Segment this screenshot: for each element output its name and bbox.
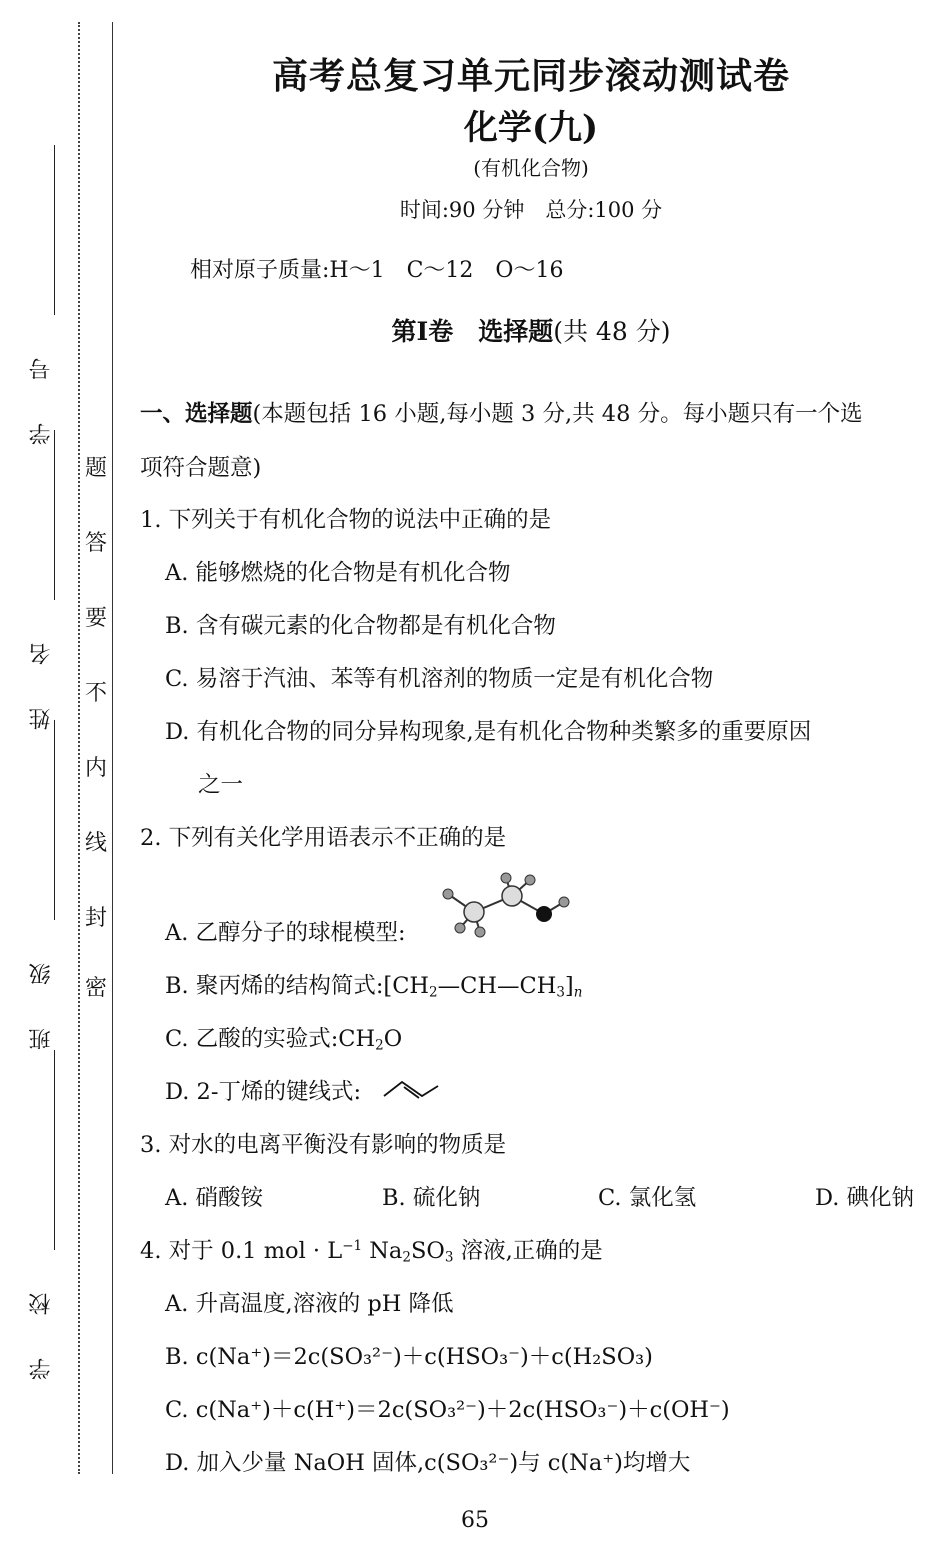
seal-char: 题 xyxy=(84,456,107,481)
question-2-option-c: C. 乙酸的实验式$:CH_2O$ xyxy=(165,1026,403,1054)
question-4-option-a: A. 升高温度,溶液的 pH 降低 xyxy=(165,1291,454,1317)
exam-topic: (有机化合物) xyxy=(473,156,589,180)
school-label: 学 校 xyxy=(29,1275,54,1380)
seal-char: 要 xyxy=(84,606,107,631)
name-blank xyxy=(54,430,55,600)
exam-subject: 化学(九) xyxy=(463,108,599,148)
question-1-option-d: D. 有机化合物的同分异构现象,是有机化合物种类繁多的重要原因 xyxy=(165,719,812,745)
question-1-option-d-cont: 之一 xyxy=(198,772,244,798)
seal-char: 线 xyxy=(84,831,107,856)
student-id-label: 学 号 xyxy=(29,340,54,445)
seal-char: 封 xyxy=(84,906,107,931)
part1-title: 第Ⅰ卷 选择题(共 48 分) xyxy=(391,317,671,346)
seal-char: 答 xyxy=(84,531,107,556)
question-1-stem: 1. 下列关于有机化合物的说法中正确的是 xyxy=(140,507,552,533)
question-3-option-a: A. 硝酸铵 xyxy=(165,1185,264,1211)
question-2-option-b: B. 聚丙烯的结构简式$:[CH_2—CH—CH_3]_n$ xyxy=(165,972,583,1001)
question-1-option-c: C. 易溶于汽油、苯等有机溶剂的物质一定是有机化合物 xyxy=(165,666,714,692)
class-blank xyxy=(54,720,55,920)
page-number: 65 xyxy=(461,1508,489,1533)
section-heading-cont: 项符合题意) xyxy=(140,455,262,481)
atomic-mass-note: 相对原子质量:H～1 C～12 O～16 xyxy=(190,258,564,283)
name-label: 姓 名 xyxy=(29,625,54,730)
seal-char: 内 xyxy=(84,756,107,781)
seal-char: 密 xyxy=(84,976,107,1001)
question-4-stem: 4. 对于 0.1 mol · $L^{-1}$ $Na_2SO_3$ 溶液,正确的是 xyxy=(140,1237,603,1266)
margin-dotted-line xyxy=(78,22,80,1474)
question-2-option-d: D. 2-丁烯的键线式: xyxy=(165,1079,362,1105)
seal-char: 不 xyxy=(84,681,107,706)
question-1-option-a: A. 能够燃烧的化合物是有机化合物 xyxy=(165,560,511,586)
question-2-stem: 2. 下列有关化学用语表示不正确的是 xyxy=(140,825,507,851)
time-and-score: 时间:90 分钟 总分:100 分 xyxy=(399,198,663,222)
question-4-option-c: C. c(Na⁺)＋c(H⁺)＝2c(SO₃²⁻)＋2c(HSO₃⁻)＋c(OH⁻) xyxy=(165,1397,730,1423)
question-4-option-d: D. 加入少量 NaOH 固体,c(SO₃²⁻)与 c(Na⁺)均增大 xyxy=(165,1450,691,1476)
question-3-option-d: D. 碘化钠 xyxy=(815,1185,915,1211)
question-4-option-b: B. c(Na⁺)＝2c(SO₃²⁻)＋c(HSO₃⁻)＋c(H₂SO₃) xyxy=(165,1344,653,1370)
class-label: 班 级 xyxy=(29,945,54,1050)
student-id-blank xyxy=(54,145,55,315)
margin-solid-line xyxy=(112,22,113,1474)
ethanol-ball-stick-model xyxy=(436,868,581,940)
question-3-option-c: C. 氯化氢 xyxy=(598,1185,697,1211)
school-blank xyxy=(54,1050,55,1250)
exam-title: 高考总复习单元同步滚动测试卷 xyxy=(271,55,790,97)
question-1-option-b: B. 含有碳元素的化合物都是有机化合物 xyxy=(165,613,556,639)
question-2-option-a: A. 乙醇分子的球棍模型: xyxy=(165,920,406,946)
section-heading: 一、选择题(本题包括 16 小题,每小题 3 分,共 48 分。每小题只有一个选 xyxy=(140,401,863,427)
question-3-option-b: B. 硫化钠 xyxy=(382,1185,481,1211)
question-3-stem: 3. 对水的电离平衡没有影响的物质是 xyxy=(140,1132,507,1158)
2-butene-skeletal-formula xyxy=(382,1076,442,1102)
